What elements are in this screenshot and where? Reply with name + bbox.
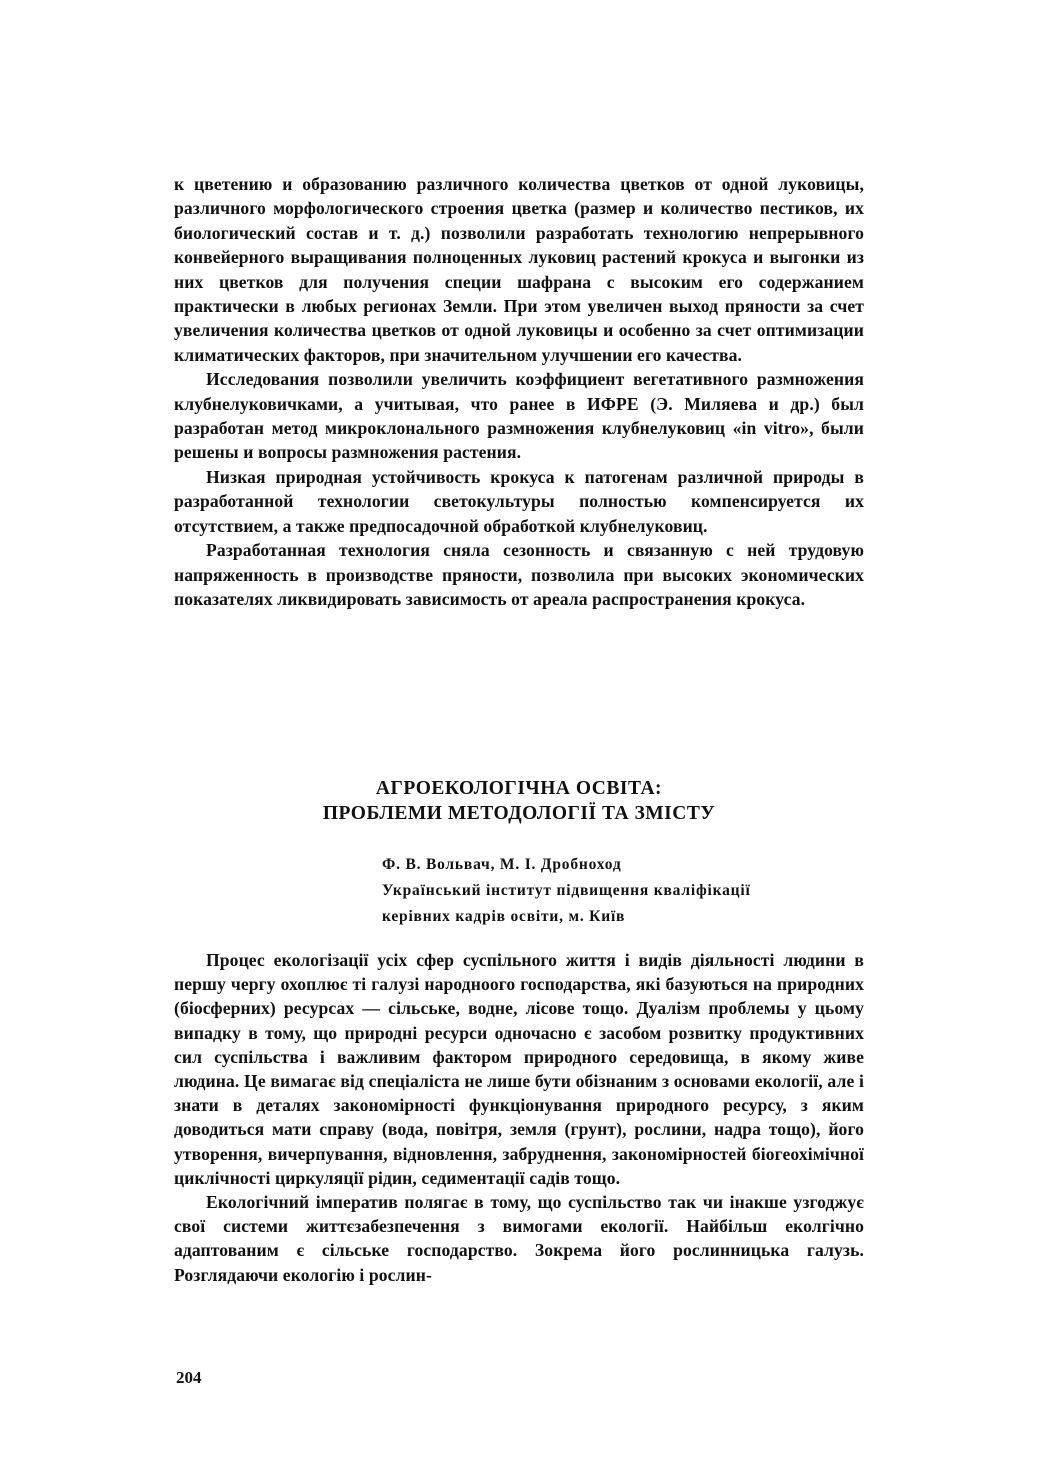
title-line: АГРОЕКОЛОГІЧНА ОСВІТА: bbox=[375, 778, 663, 799]
paragraph: Разработанная технология сняла сезонность и связанную с ней трудовую напряженность в производстве пряности, позволила при высоких экономических показателях ликвидировать зависимость от ареала распространения крокуса. bbox=[174, 540, 864, 609]
paragraph: Низкая природная устойчивость крокуса к патогенам различной природы в разработанной технологии светокультуры полностью компенсируется их отсутствием, а также предпосадочной обработкой клубнелуковиц. bbox=[174, 466, 864, 536]
affiliation-line: Український інститут підвищення кваліфікації bbox=[382, 882, 751, 899]
paragraph: к цветению и образованию различного количества цветков от одной луковицы, различного морфологического строения цветка (размер и количество пестиков, их биологический состав и т. д.) позволили разработать технологию непрерывного конвейерного выращивания полноценных луковиц растений крокуса и выгонки из них цветков для получения специи шафрана с высоким его содержанием практически в любых регионах Земли. При этом увеличен выход пряности за счет увеличения количества цветков от одной луковицы и особенно за счет оптимизации климатических факторов, при значительном улучшении его качества. bbox=[174, 174, 864, 365]
article-body bbox=[174, 948, 864, 1287]
author-names: Ф. В. Вольвач, М. І. Дробноход bbox=[382, 856, 622, 873]
affiliation-line: керівних кадрів освіти, м. Київ bbox=[382, 908, 626, 925]
paragraph: Процес екологізації усіх сфер суспільного життя і видів діяльності людини в першу чергу охоплює ті галузі народноого господарства, які базуються на природних (біосферних) ресурсах — сільське, водне, лісове тощо. Дуалізм проблемы у цьому випадку в тому, що природні ресурси одночасно є засобом розвитку продуктивних сил суспільства і важливим фактором природного середовища, в якому живе людина. Це вимагає від спеціаліста не лише бути обізнаним з основами екології, але і знати в деталях закономірності функціонування природного ресурсу, з яким доводиться мати справу (вода, повітря, земля (грунт), рослини, надра тощо), його утворення, вичерпування, відновлення, забруднення, закономірностей біогеохімічної циклічності циркуляції рідин, седиментації садів тощо. bbox=[174, 950, 864, 1188]
paragraph: Екологічний імператив полягає в тому, що суспільство так чи інакше узгоджує свої системи життєзабезпечення з вимогами екології. Найбільш еколгічно адаптованим є сільське господарство. Зокрема його рослинницька галузь. Розглядаючи екологію і рослин- bbox=[174, 1192, 864, 1285]
continued-section bbox=[174, 172, 864, 611]
page-number: 204 bbox=[176, 1368, 202, 1387]
author-block bbox=[382, 852, 862, 930]
article-title bbox=[174, 776, 864, 826]
paragraph: Исследования позволили увеличить коэффициент вегетативного размножения клубнелуковичками, а учитывая, что ранее в ИФРЕ (Э. Миляева и др.) был разработан метод микроклонального размножения клубнелуковиц «in vitro», были решены и вопросы размножения растения. bbox=[174, 369, 864, 463]
title-line: ПРОБЛЕМИ МЕТОДОЛОГІЇ ТА ЗМІСТУ bbox=[322, 803, 716, 824]
